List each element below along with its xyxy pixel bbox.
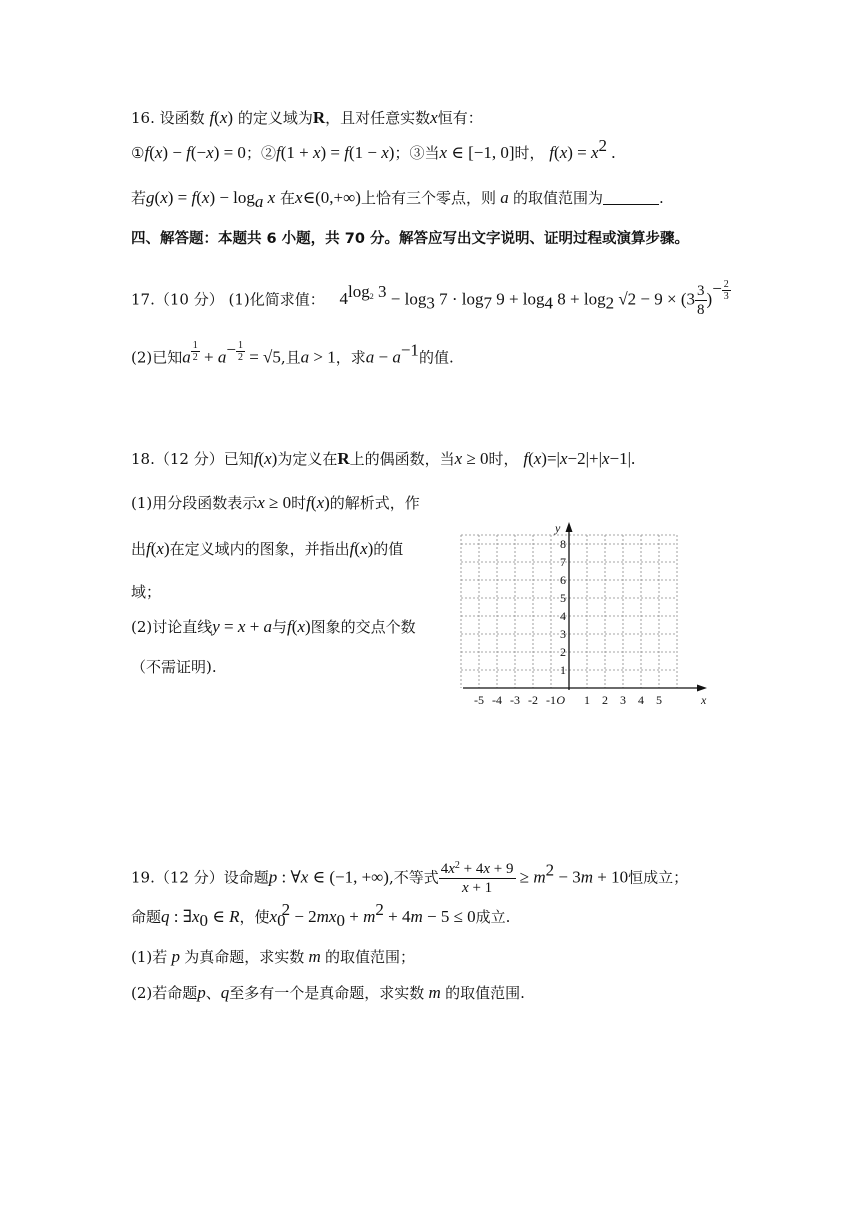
x-tick-label: 5 [656,693,662,707]
q16-question: 若$g(x) = f(x) - \log_a x$ 在x∈(0,+∞)上恰有三个零点，则 a 的取值范围为 . [131,188,664,211]
x-tick-label: 1 [584,693,590,707]
q17-part1: 17.（10 分） (1)化简求值： $4^{log_2 3} - \log_3 7 \cdot \log_7 9 + \log_4 8 + \log_2 √2 - 9 \times (3$ $\frac{3}{8}$ )$^{- \frac{2}{3}}$ [131,279,729,318]
origin-label: O [556,693,565,707]
x-tick-label: -4 [492,693,502,707]
section-heading: 四、解答题：本题共 6 小题，共 70 分。解答应写出文字说明、证明过程或演算步骤。 [131,231,689,247]
q18-part2-line1: (2)讨论直线y = x + a与f(x)图象的交点个数 [131,617,416,636]
y-tick-label: 6 [560,573,566,587]
x-tick-label: 2 [602,693,608,707]
q19-part2: (2)若命题p、q至多有一个是真命题，求实数 m 的取值范围. [131,983,525,1002]
x-tick-label: -2 [528,693,538,707]
y-tick-label: 7 [560,555,566,569]
q19-proposition-q: 命题q : $\exists x_0$ ∈ R，使$x_0^2 - 2mx_0 + m^2 + 4m - 5 \le 0$成立. [131,900,511,930]
coordinate-grid [461,520,707,710]
y-tick-label: 5 [560,591,566,605]
y-tick-label: 1 [560,663,566,677]
axes [463,522,707,692]
q19-part1: (1)若 p 为真命题，求实数 m 的取值范围； [131,947,416,966]
y-axis-label: y [555,521,561,535]
x-axis-arrow [697,685,707,692]
q16-number: 16. [131,109,155,127]
y-tick-label: 3 [560,627,566,641]
q16-conditions: ①f(x) − f(−x) = 0；②f(1 + x) = f(1 − x)；③当x ∈ [−1, 0]时， $f(x) = x^2$ . [131,136,616,162]
x-tick-labels [474,693,662,707]
q18-part1-line3: 域； [131,583,162,601]
q18-part1-line1: (1)用分段函数表示x ≥ 0时f(x)的解析式，作 [131,493,420,512]
x-tick-label: 3 [620,693,626,707]
y-tick-labels [560,537,566,677]
q17-number: 17.（10 分） [131,290,224,309]
y-axis-arrow [566,522,573,532]
q18-number: 18.（12 分）已知 [131,450,254,468]
x-tick-label: 4 [638,693,644,707]
q19-number: 19.（12 分）设命题 [131,868,269,887]
x-tick-label: -1 [546,693,556,707]
q17-part2: (2)已知a $^{\frac{1}{2}}$ + $a^{- \frac{1}{2}}$ = √5,且a > 1，求$a - a^{-1}$的值. [131,340,454,367]
x-tick-label: -3 [510,693,520,707]
q18-part2-line2: （不需证明). [131,658,217,676]
q16-line1: 16. 设函数 f(x) 的定义域为R，且对任意实数x恒有： [131,108,483,127]
q18-part1-line2: 出f(x)在定义域内的图象，并指出f(x)的值 [131,539,404,558]
x-axis-label: x [701,693,707,707]
x-tick-label: -5 [474,693,484,707]
y-tick-label: 2 [560,645,566,659]
q19-stem: 19.（12 分）设命题p : ∀x ∈ (−1, +∞),不等式 $\frac{4x^2 + 4x + 9}{x + 1}$ ≥ $m^2 - 3m + 10$恒成立； [131,860,689,896]
y-tick-label: 8 [560,537,566,551]
q18-stem: 18.（12 分）已知f(x)为定义在R上的偶函数，当x ≥ 0时， f(x)=|x−2|+|x−1|. [131,449,636,468]
y-tick-label: 4 [560,609,566,623]
answer-blank[interactable] [603,190,659,205]
